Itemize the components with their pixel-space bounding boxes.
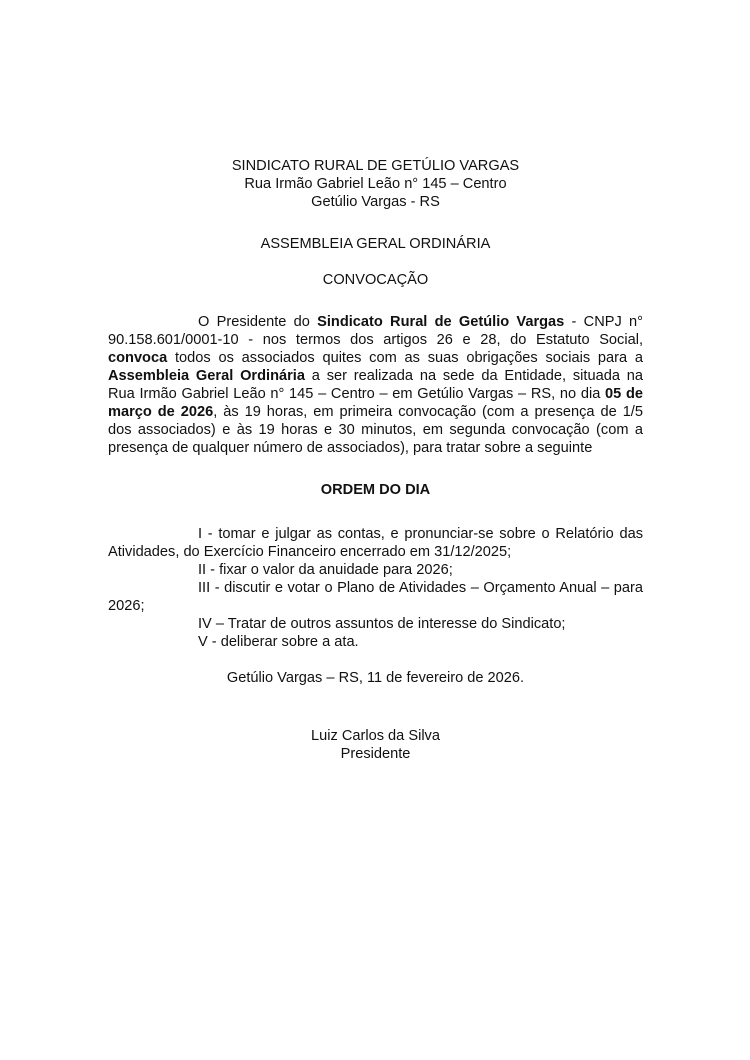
org-name: SINDICATO RURAL DE GETÚLIO VARGAS <box>231 158 520 174</box>
place-date: Getúlio Vargas – RS, 11 de fevereiro de 2026. <box>226 670 525 686</box>
letterhead <box>108 157 643 211</box>
signatory-name: Luiz Carlos da Silva <box>311 728 440 744</box>
agenda-title: ORDEM DO DIA <box>320 482 431 498</box>
convocation-paragraph <box>108 313 643 457</box>
paragraph-text-1: O Presidente do <box>198 314 318 330</box>
document-page <box>108 157 643 763</box>
assembly-title: ASSEMBLEIA GERAL ORDINÁRIA <box>260 236 491 252</box>
org-name-bold: Sindicato Rural de Getúlio Vargas <box>317 314 565 330</box>
agenda-item: I - tomar e julgar as contas, e pronunciar-se sobre o Relatório das Atividades, do Exercício Financeiro encerrado em 31/12/2025; <box>108 526 643 560</box>
convocation-title: CONVOCAÇÃO <box>322 272 429 288</box>
assembly-bold: Assembleia Geral Ordinária <box>108 368 305 384</box>
agenda-list <box>108 525 643 651</box>
agenda-item: IV – Tratar de outros assuntos de interesse do Sindicato; <box>198 616 566 632</box>
date-bold: 05 de março de 2026 <box>108 386 643 420</box>
org-city: Getúlio Vargas - RS <box>311 194 440 210</box>
org-address: Rua Irmão Gabriel Leão n° 145 – Centro <box>244 176 507 192</box>
convoca-bold: convoca <box>108 350 168 366</box>
paragraph-text-4: a ser realizada na sede da Entidade, situada na Rua Irmão Gabriel Leão n° 145 – Centro – em Getúlio Vargas – RS, no dia <box>108 368 643 402</box>
paragraph-text-5: , às 19 horas, em primeira convocação (com a presença de 1/5 dos associados) e às 19 horas e 30 minutos, em segunda convocação (com a presença de qualquer número de associados), para tratar sobre a seguinte <box>108 404 643 456</box>
agenda-item: II - fixar o valor da anuidade para 2026; <box>198 562 453 578</box>
signatory-role: Presidente <box>340 746 411 762</box>
signature-block <box>108 727 643 763</box>
paragraph-text-3: todos os associados quites com as suas obrigações sociais para a <box>167 350 643 366</box>
agenda-item: III - discutir e votar o Plano de Atividades – Orçamento Anual – para 2026; <box>108 580 643 614</box>
paragraph-text-2: - CNPJ n° 90.158.601/0001-10 - nos termos dos artigos 26 e 28, do Estatuto Social, <box>108 314 643 348</box>
agenda-item: V - deliberar sobre a ata. <box>198 634 359 650</box>
